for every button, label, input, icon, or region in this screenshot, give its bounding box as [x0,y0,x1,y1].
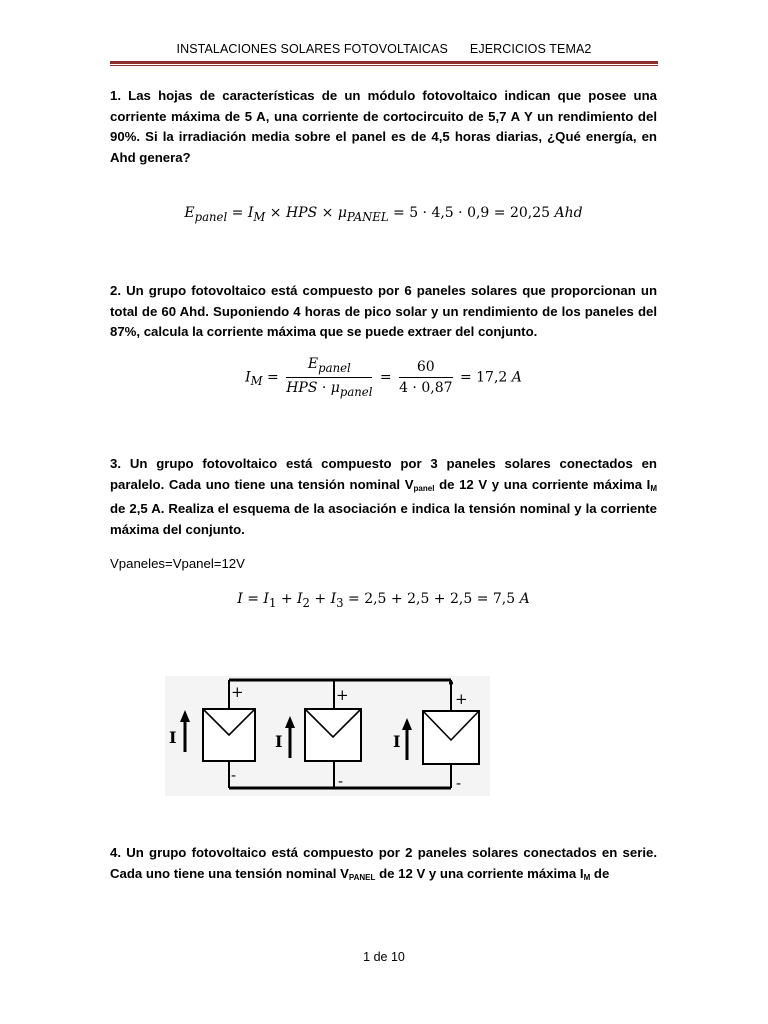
header-subtitle: EJERCICIOS TEMA2 [469,42,592,56]
exercise-2-equation: $I_M$ = $\frac{E_{panel}}{HPS \cdot \mu_{panel}}$ = $\frac{60}{4 \cdot 0,87}$ = 17,2 A [245,356,522,399]
current-label-2: I [275,732,283,751]
plus-label-2: + [336,686,349,704]
exercise-1-statement: 1. Las hojas de características de un módulo fotovoltaico indican que posee una corriente máxima de 5 A, una corriente de cortocircuito de 5,7 A Y un rendimiento del 90%. Si la irradiación media sobre el panel es de 4,5 horas diarias, ¿Qué energía, en Ahd genera? [110,88,657,165]
minus-label-2: - [338,772,344,790]
header-title: INSTALACIONES SOLARES FOTOVOLTAICAS [176,42,448,56]
header-rule-thin [110,65,658,66]
plus-label-3: + [455,690,468,708]
minus-label-3: - [456,774,462,792]
header-rule [110,61,658,64]
exercise-2-statement: 2. Un grupo fotovoltaico está compuesto por 6 paneles solares que proporcionan un total de 60 Ahd. Suponiendo 4 horas de pico solar y un rendimiento de los paneles del 87%, calcula la corriente máxima que se puede extraer del conjunto. [110,283,657,339]
exercise-3-equation: $I = I_1 + I_2 + I_3 = 2,5 + 2,5 + 2,5 = 7,5$ A [237,591,530,610]
parallel-circuit-diagram [165,676,490,796]
exercise-4-statement: 4. Un grupo fotovoltaico está compuesto por 2 paneles solares conectados en serie. Cada uno tiene una tensión nominal $V_{PANEL}$ de 12 V y una corriente máxima $I_M$ de [110,845,657,882]
exercise-1-equation: $E_{panel} = I_M$ × HPS × $\mu_{PANEL} = 5 \cdot 4,5 \cdot 0,9 = 20,25$ Ahd [184,205,583,224]
current-label-3: I [393,732,401,751]
page-number: 1 de 10 [363,950,405,964]
page-header [0,42,768,56]
exercise-3-voltage-line: Vpaneles=Vpanel=12V [110,556,245,571]
plus-label-1: + [231,683,244,701]
minus-label-1: - [231,766,237,784]
current-label-1: I [169,728,177,747]
exercise-3-statement: 3. Un grupo fotovoltaico está compuesto por 3 paneles solares conectados en paralelo. Cada uno tiene una tensión nominal $V_{panel}$ de 12 V y una corriente máxima $I_M$ de 2,5 A. Realiza el esquema de la asociación e indica la tensión nominal y la corriente máxima del conjunto. [110,456,657,537]
